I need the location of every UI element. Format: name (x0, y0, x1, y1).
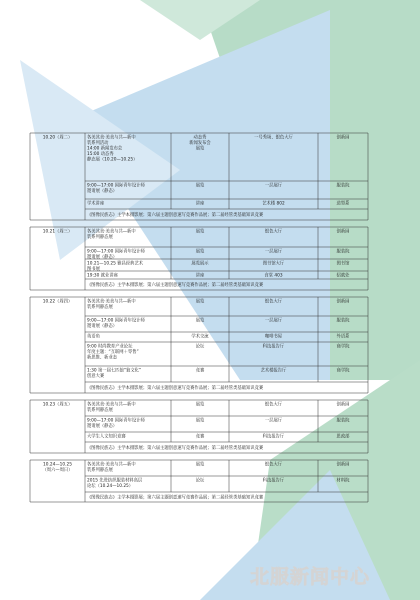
event-form (196, 433, 205, 440)
event-form-line: 讲座 (195, 201, 205, 207)
event-venue (265, 417, 283, 424)
event-venue-line: 一层展厅 (264, 249, 283, 255)
event-form-line: 讲座 (195, 273, 205, 279)
event-venue-line: 食堂 403 (264, 273, 283, 279)
event-venue (263, 433, 285, 440)
event-organizer (337, 401, 351, 408)
event-organizer-line: 创新园 (336, 462, 350, 468)
event-form (196, 248, 205, 255)
event-form (196, 367, 205, 374)
event-name-line: 装系列静态展 (87, 468, 113, 474)
event-name (87, 134, 137, 163)
event-name-line: 英语角 (87, 334, 100, 340)
event-venue-line: 科技报告厅 (262, 434, 285, 440)
event-organizer-line: 思政部 (336, 434, 350, 440)
event-name-line: 2015 先进纺织服装材料高层 (87, 478, 143, 484)
date-label (43, 401, 73, 408)
event-name (87, 343, 139, 361)
event-name-line: 装系列活动 (87, 141, 109, 147)
event-name-line: 各美其美·美美与共—新中 (87, 135, 136, 141)
event-form-line: 展览 (195, 402, 205, 408)
event-form-line: 展览 (195, 183, 205, 189)
event-form (196, 272, 205, 279)
event-venue-line: 一层展厅 (264, 418, 283, 424)
event-organizer-line: 造型系 (336, 201, 350, 207)
event-name-line: 各美其美·美美与共—新中 (87, 229, 136, 235)
event-venue-line: 一层展厅 (264, 183, 283, 189)
event-name-line: 各美其美·美美与共—新中 (87, 299, 136, 305)
event-name (87, 182, 145, 195)
event-name-line: 创意大赛 (87, 374, 105, 380)
event-organizer-line: 服装院 (336, 183, 350, 189)
event-venue-line: 银色大厅 (264, 402, 283, 408)
event-form-line: 展览展示 (191, 261, 209, 267)
event-venue (263, 260, 285, 267)
event-organizer (337, 134, 351, 141)
event-venue-line: 艺术楼 802 (262, 201, 285, 207)
event-venue-line: 科技报告厅 (262, 478, 285, 484)
event-name-line: 装系列静态展 (87, 305, 113, 311)
event-name-line: 各美其美·美美与共—新中 (87, 462, 136, 468)
date-label (42, 462, 72, 474)
date-label (43, 228, 73, 235)
event-name (87, 401, 136, 414)
event-organizer (337, 417, 351, 424)
event-name (87, 260, 144, 273)
event-name-line: 15:00 动态秀 (87, 152, 114, 158)
event-organizer (337, 200, 351, 207)
event-form (196, 417, 205, 424)
event-form-line: 动态秀 (193, 135, 207, 141)
exhibition-note: 《图像民族志》主学本摄影展；第六届主题创意速写竞赛作品展；第二届经管类基础知识竞赛 (87, 446, 264, 451)
event-form (196, 228, 205, 235)
event-form-line: 展览 (195, 318, 205, 324)
event-name (87, 200, 105, 207)
event-venue (254, 134, 293, 141)
event-name (87, 461, 136, 474)
event-name (87, 228, 136, 241)
event-organizer (337, 272, 351, 279)
event-name-line: 装系列静态展 (87, 235, 113, 241)
event-organizer-line: 创新园 (336, 402, 350, 408)
event-form (196, 200, 205, 207)
event-organizer (337, 333, 351, 340)
event-form-line: 展览 (195, 229, 205, 235)
event-name-line: 图书展 (87, 267, 100, 273)
event-venue (265, 298, 283, 305)
exhibition-note: 《图像民族志》主学本摄影展；第六届主题创意速写竞赛作品展；第二届经管类基础知识竞赛 (87, 213, 264, 218)
event-form-line: 展览 (195, 418, 205, 424)
event-organizer-line: 服装院 (336, 318, 350, 324)
event-name-line: 装系列静态展 (87, 408, 113, 414)
event-name-line: 1:30 第一届七匹狼“狼文化” (87, 368, 142, 374)
event-form-line: 论坛 (195, 478, 205, 484)
event-name (87, 248, 145, 261)
event-form-line: 展览 (195, 299, 205, 305)
event-venue (265, 248, 283, 255)
event-venue-line: 银色大厅 (264, 229, 283, 235)
event-organizer (337, 461, 351, 468)
event-organizer-line: 招就处 (336, 273, 350, 279)
event-form-line: 新闻发布会 (189, 141, 211, 147)
exhibition-note: 《图像民族志》主学本摄影展；第六届主题创意速写竞赛作品展；第二届经管类基础知识竞赛 (87, 495, 264, 501)
event-name-line: 论坛（10.24—10.25） (87, 484, 134, 490)
event-name-line: 大学生人文知识竞赛 (87, 434, 126, 440)
event-form (196, 182, 205, 189)
event-organizer-line: 创新园 (336, 299, 350, 305)
event-organizer-line: 创新园 (336, 229, 350, 235)
date-label-line: 10.22（周四） (42, 299, 73, 305)
event-name-line: 19:30 就业讲座 (87, 273, 118, 279)
event-organizer (337, 182, 351, 189)
event-form (196, 343, 205, 350)
event-form (196, 401, 205, 408)
event-venue (264, 272, 282, 279)
event-name-line: 静态展（10.20—10.25） (87, 157, 138, 163)
date-label-line: 10.21（周三） (42, 229, 73, 235)
event-venue (265, 461, 283, 468)
event-name-line: 9:00 时尚教育产业论坛 (87, 344, 133, 350)
event-form-line: 竞赛 (195, 368, 205, 374)
event-venue (263, 343, 285, 350)
date-label-line: 10.20（周二） (42, 135, 73, 141)
event-name (87, 367, 141, 380)
event-organizer-line: 外语系 (336, 334, 350, 340)
event-form-line: 展览 (195, 146, 205, 152)
event-venue (265, 228, 283, 235)
event-name-line: 9:00—17:00 国际青年设计师 (87, 318, 145, 324)
event-name (87, 272, 119, 279)
event-name-line: 9:00—17:00 国际青年设计师 (87, 249, 145, 255)
event-organizer (337, 298, 351, 305)
event-venue-line: 艺术楼报告厅 (260, 368, 287, 374)
event-venue (265, 182, 283, 189)
event-venue (265, 401, 283, 408)
event-venue (261, 367, 287, 374)
event-venue-line: 银色大厅 (264, 299, 283, 305)
date-label-line: 10.23（周五） (42, 402, 73, 408)
event-organizer-line: 图书馆 (336, 261, 350, 267)
event-form (196, 317, 205, 324)
event-form (196, 461, 205, 468)
event-organizer-line: 服装院 (336, 249, 350, 255)
event-form (189, 134, 211, 152)
event-venue (265, 333, 283, 340)
event-venue (265, 317, 283, 324)
event-form-line: 展览 (195, 462, 205, 468)
watermark-text: 北服新闻中心 (250, 566, 371, 588)
event-organizer-line: 材料院 (336, 478, 350, 484)
event-form (191, 260, 209, 267)
event-name-line: 学术讲座 (87, 201, 105, 207)
event-name-line: 邀请展（静态） (87, 255, 118, 261)
event-name-line: 邀请展（静态） (87, 424, 118, 430)
event-form (191, 333, 209, 340)
event-organizer (337, 228, 351, 235)
event-organizer-line: 服装院 (336, 418, 350, 424)
event-organizer (337, 477, 351, 484)
event-name-line: 邀请展（静态） (87, 324, 118, 330)
event-name (87, 417, 145, 430)
event-form-line: 竞赛 (195, 434, 205, 440)
event-name (87, 333, 100, 340)
event-organizer (337, 367, 351, 374)
date-label-line: （周六—周日） (42, 468, 73, 474)
event-name-line: 9:00—17:00 国际青年设计师 (87, 183, 145, 189)
event-venue-line: 咖啡书屋 (264, 334, 283, 340)
exhibition-note: 《图像民族志》主学本摄影展；第六届主题创意速写竞赛作品展；第二届经管类基础知识竞赛 (87, 283, 264, 288)
event-name (87, 433, 126, 440)
event-name (87, 317, 145, 330)
event-venue-line: 银色大厅 (264, 462, 283, 468)
event-venue-line: 一号秀场、银色大厅 (254, 135, 293, 141)
event-name-line: 14:00 新闻发布会 (87, 146, 123, 152)
event-name-line: 10.21—10.25 雅昌经典艺术 (87, 261, 144, 267)
event-name-line: 邀请展（静态） (87, 189, 118, 195)
event-form-line: 学术交流 (191, 334, 209, 340)
date-label (43, 134, 73, 141)
event-form (196, 477, 205, 484)
event-organizer (337, 433, 351, 440)
event-organizer-line: 商学院 (336, 368, 350, 374)
event-organizer (337, 317, 351, 324)
event-venue-line: 科技报告厅 (262, 344, 285, 350)
event-name (87, 477, 143, 490)
event-organizer (337, 260, 351, 267)
exhibition-note: 《图像民族志》主学本摄影展；第六届主题创意速写竞赛作品展；第二届经管类基础知识竞赛 (87, 386, 264, 391)
event-form-line: 论坛 (195, 344, 205, 350)
event-name-line: 年度主题：“互联网＋零售” (87, 350, 139, 356)
date-label (43, 298, 73, 305)
event-form-line: 展览 (195, 249, 205, 255)
event-name-line: 新思维、新业态 (87, 355, 118, 361)
event-venue (263, 477, 285, 484)
event-name (87, 298, 136, 311)
event-name-line: 各美其美·美美与共—新中 (87, 402, 136, 408)
event-venue-line: 图书馆大厅 (262, 261, 285, 267)
event-form (196, 298, 205, 305)
event-name-line: 9:00—17:00 国际青年设计师 (87, 418, 145, 424)
event-organizer (337, 343, 351, 350)
event-venue-line: 一层展厅 (264, 318, 283, 324)
event-organizer-line: 创新园 (336, 135, 350, 141)
event-organizer-line: 商学院 (336, 344, 350, 350)
event-venue (262, 200, 285, 207)
event-organizer (337, 248, 351, 255)
date-label-line: 10.24—10.25 (43, 462, 72, 468)
